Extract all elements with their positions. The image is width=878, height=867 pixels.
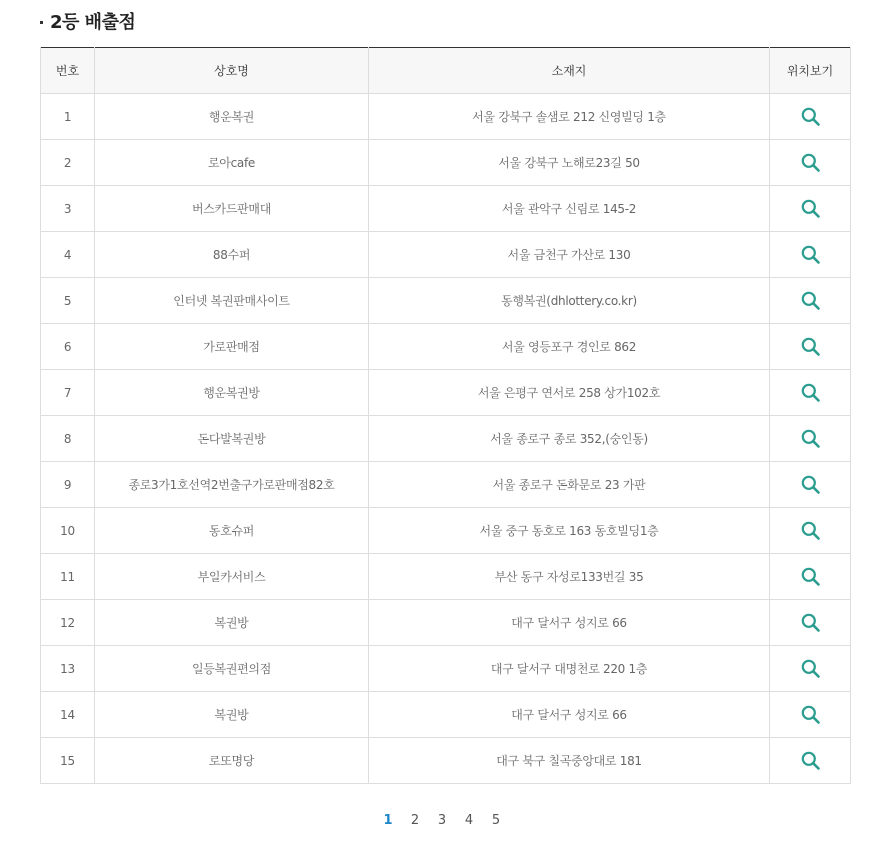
cell-address: 대구 북구 칠곡중앙대로 181 — [369, 738, 770, 784]
cell-address: 대구 달서구 성지로 66 — [369, 692, 770, 738]
view-location-button[interactable] — [797, 564, 823, 590]
table-row — [41, 370, 851, 416]
header-no: 번호 — [41, 48, 95, 94]
cell-store-name: 인터넷 복권판매사이트 — [95, 278, 369, 324]
cell-no: 8 — [41, 416, 95, 462]
cell-no: 10 — [41, 508, 95, 554]
view-location-button[interactable] — [797, 426, 823, 452]
cell-no: 13 — [41, 646, 95, 692]
search-icon — [801, 705, 820, 724]
cell-no: 12 — [41, 600, 95, 646]
search-icon — [801, 337, 820, 356]
search-icon — [801, 613, 820, 632]
cell-address: 서울 은평구 연서로 258 상가102호 — [369, 370, 770, 416]
cell-store-name: 복권방 — [95, 692, 369, 738]
search-icon — [801, 429, 820, 448]
table-row — [41, 324, 851, 370]
cell-store-name: 돈다발복권방 — [95, 416, 369, 462]
table-row — [41, 646, 851, 692]
search-icon — [801, 475, 820, 494]
cell-store-name: 로아cafe — [95, 140, 369, 186]
cell-map — [770, 554, 851, 600]
header-map: 위치보기 — [770, 48, 851, 94]
cell-no: 5 — [41, 278, 95, 324]
cell-address: 동행복권(dhlottery.co.kr) — [369, 278, 770, 324]
cell-store-name: 일등복권편의점 — [95, 646, 369, 692]
table-row — [41, 140, 851, 186]
view-location-button[interactable] — [797, 702, 823, 728]
cell-no: 9 — [41, 462, 95, 508]
cell-map — [770, 738, 851, 784]
view-location-button[interactable] — [797, 334, 823, 360]
table-row — [41, 554, 851, 600]
table-row — [41, 508, 851, 554]
cell-map — [770, 186, 851, 232]
pagination — [0, 808, 878, 832]
cell-no: 6 — [41, 324, 95, 370]
cell-store-name: 복권방 — [95, 600, 369, 646]
page-link-1[interactable]: 1 — [383, 812, 393, 828]
cell-address: 서울 강북구 솔샘로 212 신영빌딩 1층 — [369, 94, 770, 140]
cell-address: 서울 관악구 신림로 145-2 — [369, 186, 770, 232]
cell-address: 서울 영등포구 경인로 862 — [369, 324, 770, 370]
cell-no: 3 — [41, 186, 95, 232]
cell-address: 서울 종로구 돈화문로 23 가판 — [369, 462, 770, 508]
cell-store-name: 동호슈퍼 — [95, 508, 369, 554]
cell-store-name: 로또명당 — [95, 738, 369, 784]
cell-map — [770, 140, 851, 186]
page-link-5[interactable]: 5 — [491, 812, 501, 828]
cell-map — [770, 278, 851, 324]
cell-store-name: 종로3가1호선역2번출구가로판매점82호 — [95, 462, 369, 508]
cell-map — [770, 94, 851, 140]
search-icon — [801, 383, 820, 402]
cell-store-name: 버스카드판매대 — [95, 186, 369, 232]
table-row — [41, 462, 851, 508]
table-row — [41, 692, 851, 738]
view-location-button[interactable] — [797, 518, 823, 544]
view-location-button[interactable] — [797, 610, 823, 636]
cell-map — [770, 692, 851, 738]
search-icon — [801, 245, 820, 264]
cell-no: 1 — [41, 94, 95, 140]
cell-map — [770, 232, 851, 278]
cell-store-name: 부일카서비스 — [95, 554, 369, 600]
table-row — [41, 232, 851, 278]
search-icon — [801, 199, 820, 218]
cell-address: 대구 달서구 대명천로 220 1층 — [369, 646, 770, 692]
search-icon — [801, 291, 820, 310]
table-row — [41, 278, 851, 324]
section-title-text: 2등 배출점 — [50, 12, 136, 33]
cell-address: 서울 강북구 노해로23길 50 — [369, 140, 770, 186]
search-icon — [801, 107, 820, 126]
cell-store-name: 88수퍼 — [95, 232, 369, 278]
cell-address: 서울 중구 동호로 163 동호빌딩1층 — [369, 508, 770, 554]
cell-no: 7 — [41, 370, 95, 416]
view-location-button[interactable] — [797, 150, 823, 176]
page-link-2[interactable]: 2 — [410, 812, 420, 828]
table-row — [41, 738, 851, 784]
view-location-button[interactable] — [797, 656, 823, 682]
view-location-button[interactable] — [797, 196, 823, 222]
table-header-row — [41, 48, 851, 94]
search-icon — [801, 659, 820, 678]
table-row — [41, 94, 851, 140]
table-row — [41, 416, 851, 462]
cell-no: 11 — [41, 554, 95, 600]
cell-address: 부산 동구 자성로133번길 35 — [369, 554, 770, 600]
view-location-button[interactable] — [797, 380, 823, 406]
search-icon — [801, 751, 820, 770]
cell-no: 15 — [41, 738, 95, 784]
search-icon — [801, 567, 820, 586]
table-row — [41, 600, 851, 646]
cell-no: 4 — [41, 232, 95, 278]
cell-address: 대구 달서구 성지로 66 — [369, 600, 770, 646]
cell-map — [770, 324, 851, 370]
page-link-3[interactable]: 3 — [437, 812, 447, 828]
cell-store-name: 가로판매점 — [95, 324, 369, 370]
cell-map — [770, 646, 851, 692]
cell-map — [770, 370, 851, 416]
cell-no: 14 — [41, 692, 95, 738]
table-row — [41, 186, 851, 232]
header-address: 소재지 — [369, 48, 770, 94]
page-link-4[interactable]: 4 — [464, 812, 474, 828]
view-location-button[interactable] — [797, 104, 823, 130]
search-icon — [801, 521, 820, 540]
cell-map — [770, 600, 851, 646]
cell-address: 서울 금천구 가산로 130 — [369, 232, 770, 278]
cell-map — [770, 508, 851, 554]
table-body — [41, 94, 851, 784]
header-name: 상호명 — [95, 48, 369, 94]
cell-store-name: 행운복권 — [95, 94, 369, 140]
title-bullet — [40, 21, 43, 24]
cell-address: 서울 종로구 종로 352,(숭인동) — [369, 416, 770, 462]
cell-no: 2 — [41, 140, 95, 186]
section-title — [40, 8, 135, 34]
cell-store-name: 행운복권방 — [95, 370, 369, 416]
cell-map — [770, 416, 851, 462]
view-location-button[interactable] — [797, 288, 823, 314]
winning-stores-table — [40, 47, 851, 784]
cell-map — [770, 462, 851, 508]
view-location-button[interactable] — [797, 242, 823, 268]
view-location-button[interactable] — [797, 472, 823, 498]
view-location-button[interactable] — [797, 748, 823, 774]
search-icon — [801, 153, 820, 172]
